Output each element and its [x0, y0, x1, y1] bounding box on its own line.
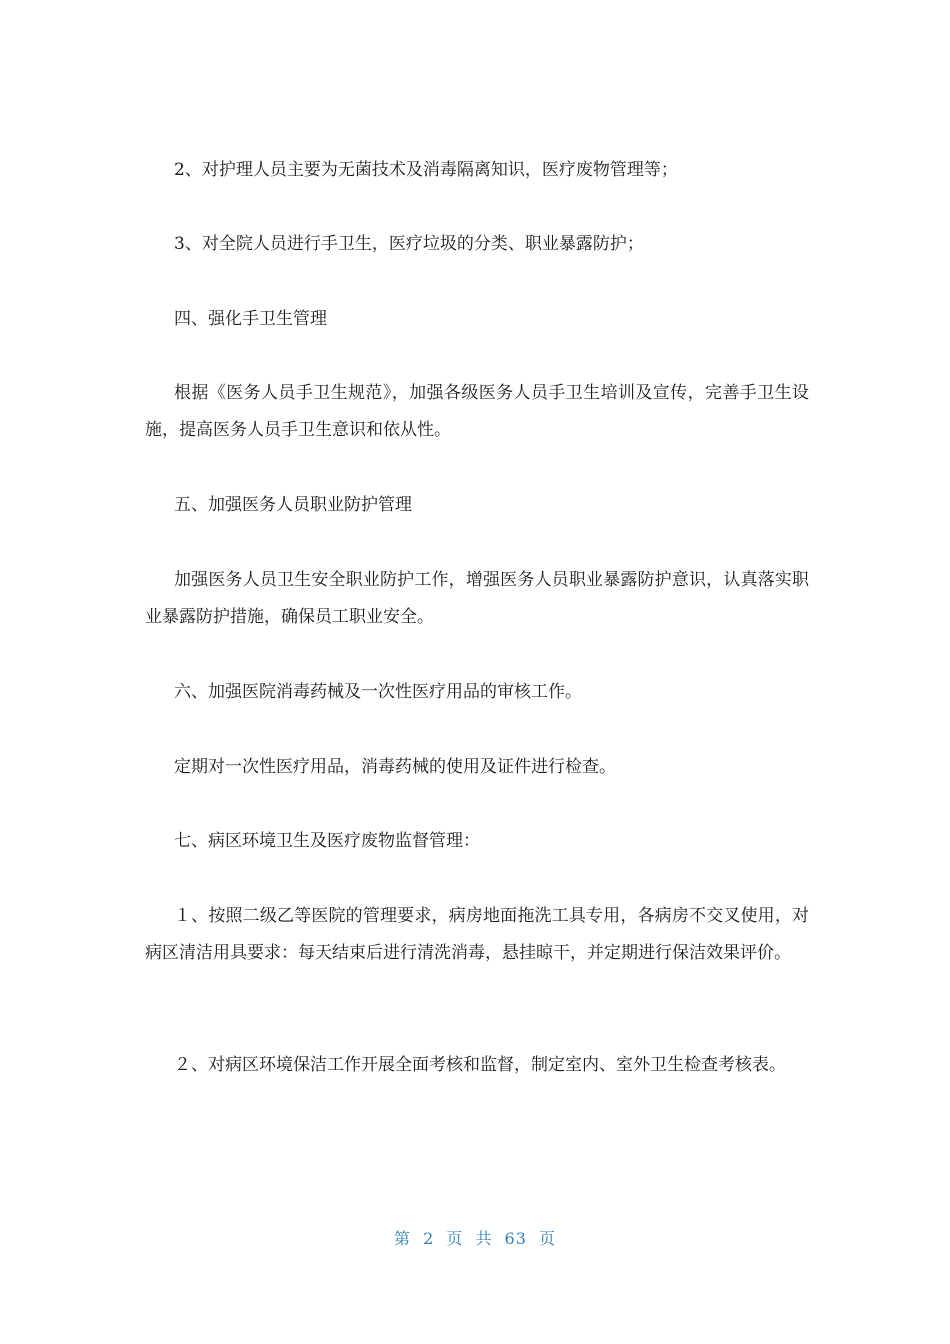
paragraph-ward-cleaning: １、按照二级乙等医院的管理要求，病房地面拖洗工具专用，各病房不交叉使用，对病区清洁用具要求：每天结束后进行清洗消毒，悬挂晾干，并定期进行保洁效果评价。 — [145, 906, 809, 963]
paragraph-hand-hygiene: 根据《医务人员手卫生规范》，加强各级医务人员手卫生培训及宣传，完善手卫生设施，提高医务人员手卫生意识和依从性。 — [145, 383, 809, 440]
heading-ward-environment: 七、病区环境卫生及医疗废物监督管理： — [174, 831, 480, 851]
heading-disinfection-review: 六、加强医院消毒药械及一次性医疗用品的审核工作。 — [174, 682, 582, 702]
page-number-footer: 第 2 页 共 63 页 — [394, 1229, 556, 1248]
heading-hand-hygiene: 四、强化手卫生管理 — [174, 309, 327, 329]
heading-occupational-protection: 五、加强医务人员职业防护管理 — [174, 495, 412, 515]
paragraph-disinfection-review: 定期对一次性医疗用品，消毒药械的使用及证件进行检查。 — [174, 757, 616, 777]
paragraph-all-staff-training: 3、对全院人员进行手卫生，医疗垃圾的分类、职业暴露防护； — [174, 234, 644, 254]
paragraph-ward-inspection: ２、对病区环境保洁工作开展全面考核和监督，制定室内、室外卫生检查考核表。 — [174, 1055, 786, 1075]
paragraph-occupational-protection: 加强医务人员卫生安全职业防护工作，增强医务人员职业暴露防护意识，认真落实职业暴露防护措施，确保员工职业安全。 — [145, 570, 809, 627]
paragraph-nursing-training: 2、对护理人员主要为无菌技术及消毒隔离知识，医疗废物管理等； — [174, 160, 678, 180]
